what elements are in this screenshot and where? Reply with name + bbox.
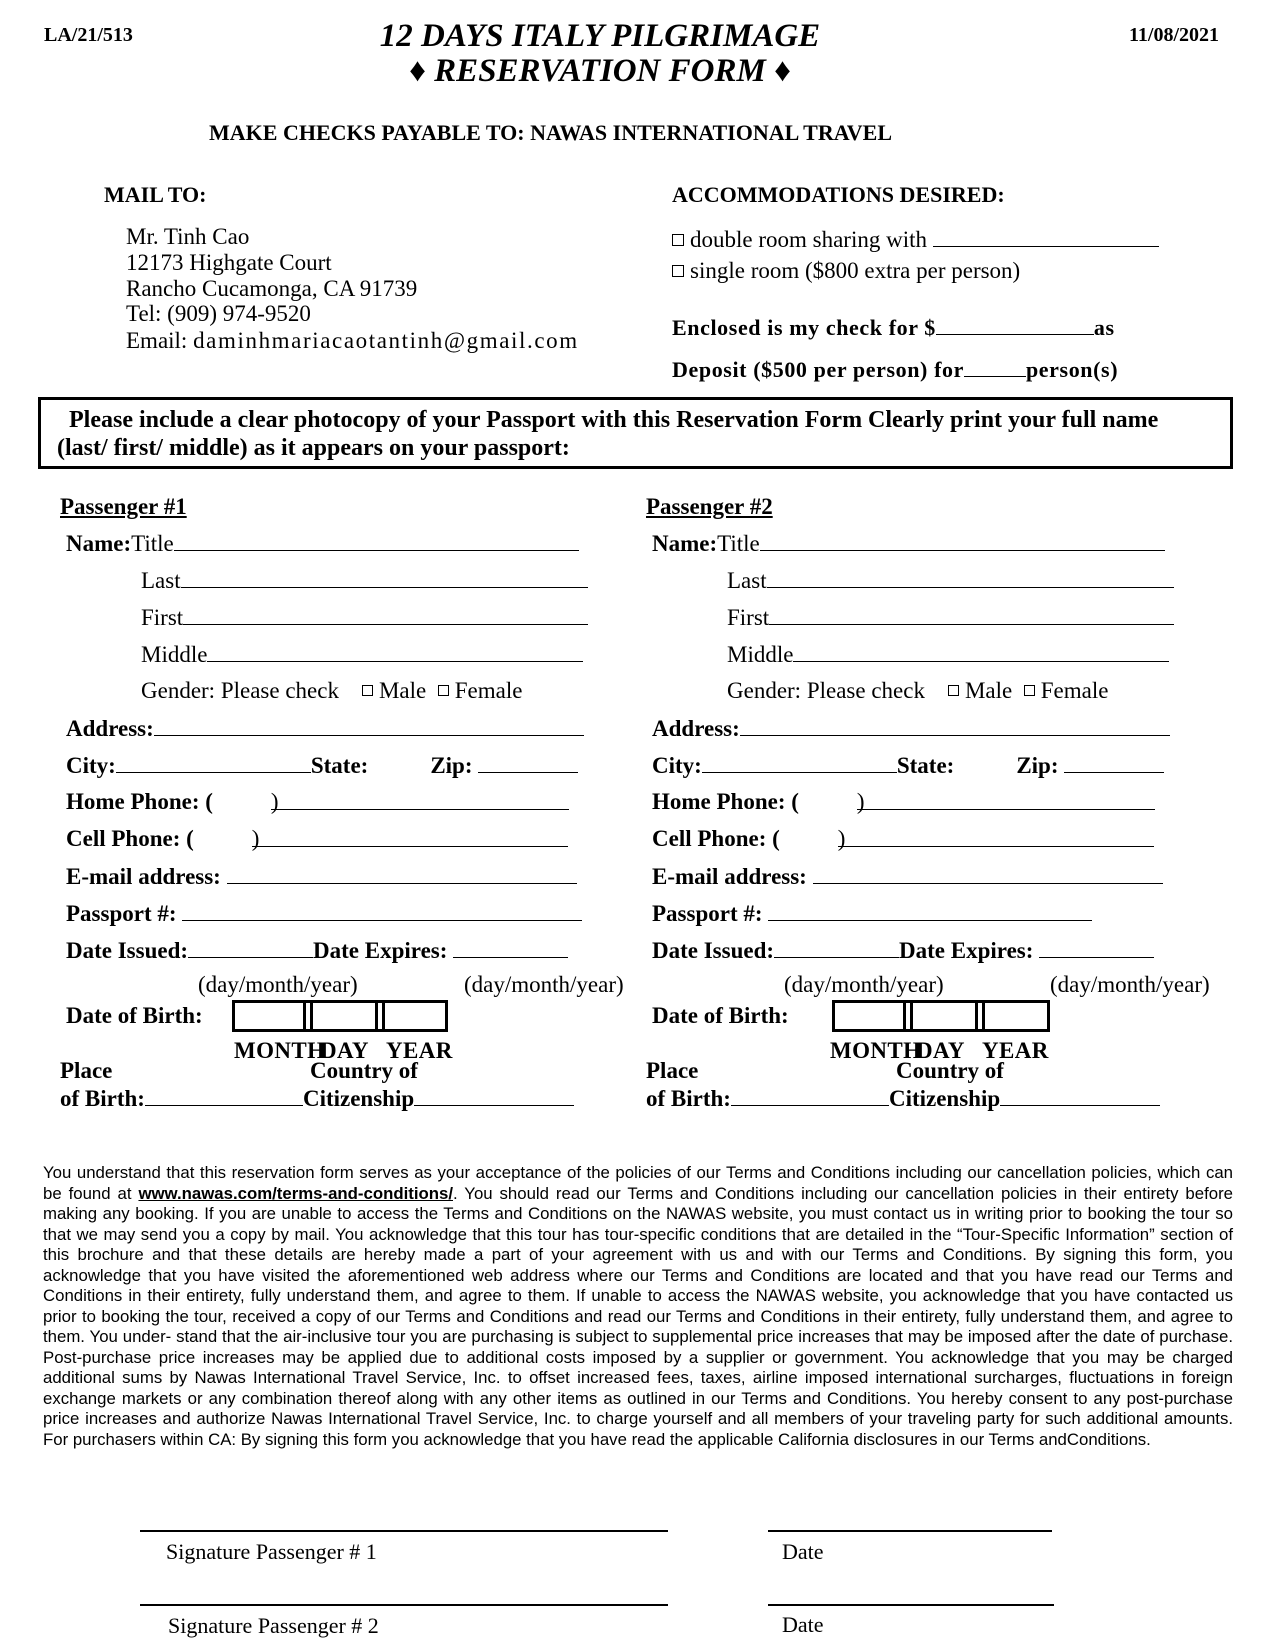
single-room-checkbox[interactable] [672, 265, 684, 277]
passport-dates-row [66, 937, 568, 964]
paren-close: ) [270, 789, 279, 814]
paren-close: ) [856, 789, 865, 814]
first-label: First [141, 605, 184, 630]
email-label: E-mail address: [652, 864, 807, 889]
citizenship-label: Citizenship [302, 1086, 415, 1111]
middle-name-field[interactable] [793, 641, 1169, 662]
place-label [646, 1058, 698, 1084]
passenger-heading: Passenger #1 [60, 494, 187, 519]
cell-phone-field[interactable] [837, 826, 1154, 851]
signature-2-line[interactable] [140, 1604, 668, 1606]
place-of-birth-row [60, 1085, 574, 1112]
passenger-2-section [646, 490, 1210, 1130]
date-expires-label: Date Expires: [313, 938, 448, 963]
title-label: Title [717, 531, 760, 556]
title-row [652, 530, 1165, 557]
dob-day-label: DAY [916, 1038, 965, 1063]
country-of-label-text: Country of [310, 1058, 418, 1083]
zip-field[interactable] [1064, 752, 1164, 773]
paren-close: ) [837, 826, 846, 851]
of-birth-label: of Birth: [60, 1086, 145, 1111]
terms-text-1: You understand that this reservation form serves as your acceptance of the policies of our Terms and Conditions including our cancellation policies, which can be found at [43, 1163, 1233, 1203]
name-label: Name: [652, 531, 718, 556]
dob-month-label: MONTH [234, 1038, 326, 1063]
mail-email-label: Email: [126, 328, 194, 353]
email-label: E-mail address: [66, 864, 221, 889]
gender-label: Gender: Please check [727, 678, 925, 703]
date-2-label: Date [782, 1612, 824, 1637]
place-of-birth-row [646, 1085, 1160, 1112]
terms-paragraph [43, 1163, 1233, 1450]
place-label-text: Place [646, 1058, 699, 1083]
mail-email: daminhmariacaotantinh@gmail.com [193, 328, 579, 353]
mail-email-line [126, 328, 579, 354]
date-2-line[interactable] [768, 1604, 1054, 1606]
last-row [141, 567, 588, 594]
passport-row [66, 900, 582, 927]
signature-2-label: Signature Passenger # 2 [168, 1613, 379, 1638]
passenger-heading: Passenger #2 [646, 494, 773, 519]
home-phone-label: Home Phone: ( [652, 789, 799, 814]
passport-row [652, 900, 1092, 927]
last-label: Last [727, 568, 767, 593]
paren-close: ) [251, 826, 260, 851]
double-room-label: double room sharing with [690, 227, 927, 252]
signature-1-line[interactable] [140, 1530, 668, 1532]
female-checkbox[interactable] [438, 685, 449, 696]
passport-field[interactable] [768, 900, 1092, 921]
citizenship-field[interactable] [1000, 1085, 1160, 1106]
female-label: Female [1040, 678, 1109, 703]
middle-name-field[interactable] [207, 641, 583, 662]
place-label-text: Place [60, 1058, 113, 1083]
first-name-field[interactable] [769, 604, 1174, 625]
address-row [66, 715, 584, 742]
enclosed-check-line [672, 314, 1115, 341]
form-date: 11/08/2021 [1128, 24, 1219, 46]
email-field[interactable] [813, 863, 1163, 884]
dob-label: Date of Birth: [652, 1003, 789, 1028]
dob-month-label: MONTH [830, 1038, 922, 1063]
dob-year-label: YEAR [982, 1038, 1049, 1063]
last-row [727, 567, 1174, 594]
checks-payable-note: MAKE CHECKS PAYABLE TO: NAWAS INTERNATIONAL TRAVEL [209, 120, 892, 145]
date-1-line[interactable] [768, 1530, 1052, 1532]
date-1-label: Date [782, 1539, 824, 1564]
home-phone-field[interactable] [856, 789, 1155, 814]
gender-row [141, 678, 522, 704]
place-of-birth-field[interactable] [145, 1085, 303, 1106]
male-label: Male [378, 678, 427, 703]
passenger-1-section [60, 490, 624, 1130]
date-issued-label: Date Issued: [66, 938, 189, 963]
terms-text-2: . You should read our Terms and Conditions including our cancellation policies in their entirety before making any booking. If you are unable to access the Terms and Conditions on the NAWAS website, you must contact us in writing prior to booking the tour so that we may send you a copy by mail. You acknowledge that this tour has tour-specific conditions that are detailed in the “Tour-Specific Information” section of this brochure and that these details are hereby made a part of your agreement with us and with our Terms and Conditions. By signing this form, you acknowledge that you have visited the aforementioned web address where our Terms and Conditions are located and that you have read our Terms and Conditions in their entirety, fully understand them, and agree to them. If unable to access the NAWAS website, you acknowledge that you have contacted us prior to booking the tour, received a copy of our Terms and Conditions and read our Terms and Conditions in their entirety, fully understand them, and agree to them. You under- stand that the air-inclusive tour you are purchasing is subject to supplemental price increases that may be imposed after the date of purchase. Post-purchase price increases may be applied due to additional costs imposed by a supplier or government. You acknowledge that you may be charged additional sums by Nawas International Travel Service, Inc. to offset increased fees, taxes, airline imposed international surcharges, fluctuations in foreign exchange markets or any combination thereof along with any other items as outlined in our Terms and Conditions. You hereby consent to any post-purchase price increases and authorize Nawas International Travel Service, Inc. to charge yourself and all members of your traveling party for such additional amounts. For purchasers within CA: By signing this form you acknowledge that you have read the applicable California disclosures in our Terms andConditions. [43, 1183, 1233, 1449]
date-expires-field[interactable] [453, 937, 568, 958]
address-field[interactable] [154, 715, 584, 736]
address-label: Address: [66, 716, 154, 741]
title-label: Title [131, 531, 174, 556]
passport-notice: Please include a clear photocopy of your Passport with this Reservation Form Clearly print your full name (last/ first/ middle) as it appears on your passport: [57, 407, 1159, 461]
first-label: First [727, 605, 770, 630]
dob-label: Date of Birth: [66, 1003, 203, 1028]
first-name-field[interactable] [183, 604, 588, 625]
deposit-label: Deposit ($500 per person) for [672, 357, 964, 382]
middle-label: Middle [141, 642, 208, 667]
cell-phone-label: Cell Phone: ( [66, 826, 194, 851]
passport-label: Passport #: [66, 901, 177, 926]
male-label: Male [964, 678, 1013, 703]
city-field[interactable] [702, 752, 897, 773]
date-issued-field[interactable] [188, 937, 313, 958]
last-name-field[interactable] [767, 567, 1174, 588]
gender-row [727, 678, 1108, 704]
date-format-hint: (day/month/year) [464, 972, 624, 997]
form-title: 12 DAYS ITALY PILGRIMAGE [379, 18, 821, 54]
state-label: State: [310, 753, 369, 778]
dob-day-label: DAY [320, 1038, 369, 1063]
home-phone-label: Home Phone: ( [66, 789, 213, 814]
first-row [727, 604, 1174, 631]
email-row [66, 863, 577, 890]
country-of-label-text: Country of [896, 1058, 1004, 1083]
title-field[interactable] [760, 530, 1165, 551]
city-field[interactable] [116, 752, 311, 773]
passport-dates-row [652, 937, 1154, 964]
name-label: Name: [66, 531, 132, 556]
date-format-hint: (day/month/year) [784, 972, 944, 997]
mail-city: Rancho Cucamonga, CA 91739 [126, 276, 418, 301]
single-room-option [672, 258, 1020, 284]
date-issued-field[interactable] [774, 937, 899, 958]
title-row [66, 530, 579, 557]
date-issued-label: Date Issued: [652, 938, 775, 963]
middle-label: Middle [727, 642, 794, 667]
date-format-hint: (day/month/year) [1050, 972, 1210, 997]
female-checkbox[interactable] [1024, 685, 1035, 696]
last-name-field[interactable] [181, 567, 588, 588]
address-label: Address: [652, 716, 740, 741]
deposit-suffix: person(s) [1025, 357, 1119, 382]
male-checkbox[interactable] [948, 685, 959, 696]
address-row [652, 715, 1170, 742]
form-code: LA/21/513 [44, 24, 133, 46]
country-of-label [896, 1058, 1004, 1084]
dob-label-row [652, 1003, 789, 1029]
first-row [141, 604, 588, 631]
zip-label: Zip: [1016, 753, 1059, 778]
check-amount-field[interactable] [936, 314, 1094, 335]
middle-row [727, 641, 1169, 668]
single-room-label: single room ($800 extra per person) [690, 258, 1021, 283]
country-of-label [310, 1058, 418, 1084]
cell-phone-row [652, 826, 1154, 852]
date-expires-field[interactable] [1039, 937, 1154, 958]
city-label: City: [652, 753, 702, 778]
email-row [652, 863, 1163, 890]
cell-phone-row [66, 826, 568, 852]
home-phone-row [652, 789, 1155, 815]
dob-year-label: YEAR [386, 1038, 453, 1063]
date-expires-label: Date Expires: [899, 938, 1034, 963]
citizenship-field[interactable] [414, 1085, 574, 1106]
state-label: State: [896, 753, 955, 778]
enclosed-check-label: Enclosed is my check for $ [672, 315, 936, 340]
mail-street: 12173 Highgate Court [126, 250, 332, 275]
cell-phone-label: Cell Phone: ( [652, 826, 780, 851]
place-label [60, 1058, 112, 1084]
mail-to-label: MAIL TO: [104, 182, 207, 207]
cell-phone-field[interactable] [251, 826, 568, 851]
accommodations-label: ACCOMMODATIONS DESIRED: [672, 182, 1005, 207]
zip-field[interactable] [478, 752, 578, 773]
mail-phone: Tel: (909) 974-9520 [126, 301, 311, 326]
address-field[interactable] [740, 715, 1170, 736]
of-birth-label: of Birth: [646, 1086, 731, 1111]
city-label: City: [66, 753, 116, 778]
double-room-option [672, 226, 1159, 253]
citizenship-label: Citizenship [888, 1086, 1001, 1111]
double-room-checkbox[interactable] [672, 234, 684, 246]
terms-link[interactable]: www.nawas.com/terms-and-conditions/ [138, 1183, 453, 1203]
form-subtitle: ♦ RESERVATION FORM ♦ [409, 53, 791, 89]
home-phone-field[interactable] [270, 789, 569, 814]
middle-row [141, 641, 583, 668]
double-room-sharing-field[interactable] [933, 226, 1159, 247]
enclosed-check-suffix: as [1093, 315, 1115, 340]
city-row [652, 752, 1164, 779]
city-row [66, 752, 578, 779]
dob-box[interactable] [832, 1000, 1050, 1032]
home-phone-row [66, 789, 569, 815]
passport-notice-box [38, 397, 1233, 469]
dob-label-row [66, 1003, 203, 1029]
signature-1-label: Signature Passenger # 1 [166, 1539, 377, 1564]
person-count-field[interactable] [964, 356, 1026, 377]
date-format-hint: (day/month/year) [198, 972, 358, 997]
email-field[interactable] [227, 863, 577, 884]
passport-label: Passport #: [652, 901, 763, 926]
male-checkbox[interactable] [362, 685, 373, 696]
mail-name: Mr. Tinh Cao [126, 224, 250, 249]
passport-field[interactable] [182, 900, 582, 921]
dob-box[interactable] [232, 1000, 448, 1032]
deposit-line [672, 356, 1118, 383]
last-label: Last [141, 568, 181, 593]
zip-label: Zip: [430, 753, 473, 778]
place-of-birth-field[interactable] [731, 1085, 889, 1106]
female-label: Female [454, 678, 523, 703]
gender-label: Gender: Please check [141, 678, 339, 703]
title-field[interactable] [174, 530, 579, 551]
